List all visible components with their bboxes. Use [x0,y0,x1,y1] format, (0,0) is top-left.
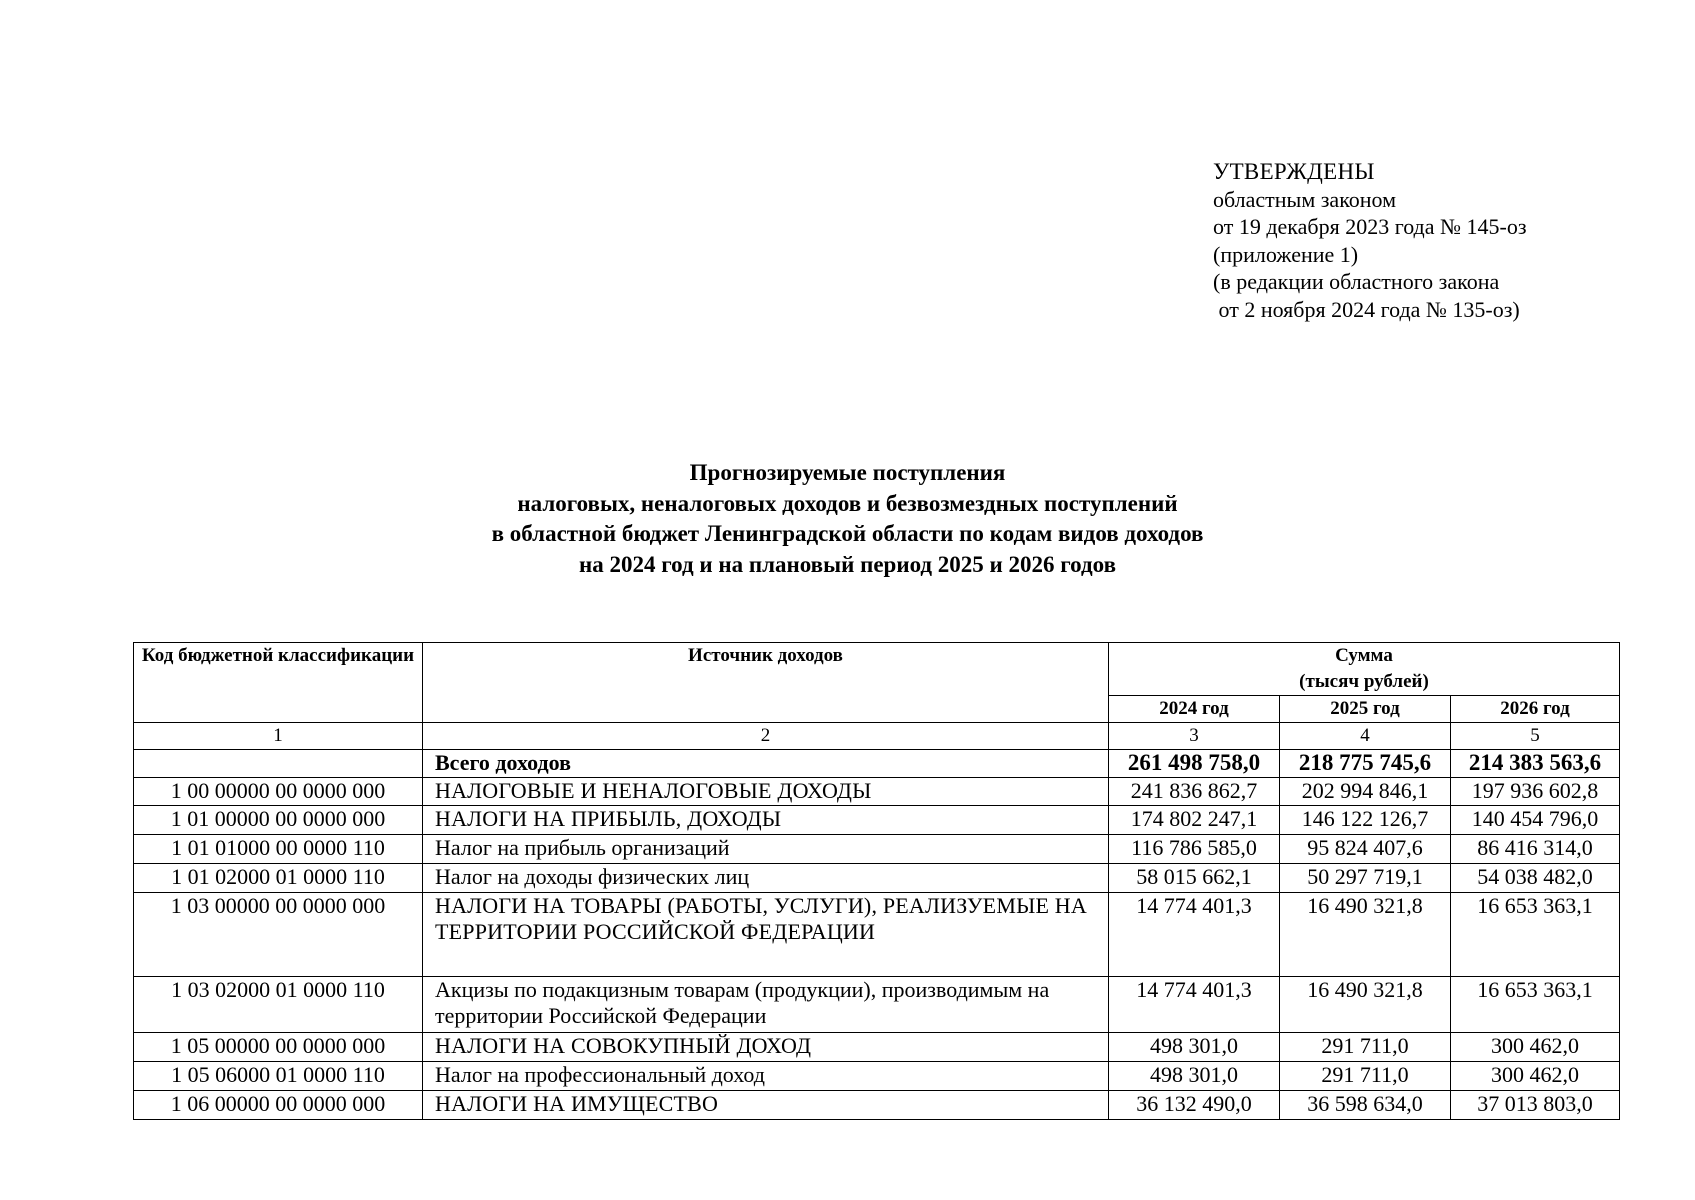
row-code: 1 05 06000 01 0000 110 [134,1062,423,1091]
table-row [134,1033,1620,1062]
table-row [134,977,1620,1033]
row-code: 1 00 00000 00 0000 000 [134,778,423,806]
header-sum-unit: (тысяч рублей) [1299,671,1429,692]
total-2026: 214 383 563,6 [1451,750,1620,778]
row-code: 1 06 00000 00 0000 000 [134,1091,423,1120]
row-value-2026: 86 416 314,0 [1451,835,1620,864]
row-value-2026: 16 653 363,1 [1451,977,1620,1033]
total-label: Всего доходов [423,750,1109,778]
row-value-2024: 174 802 247,1 [1109,806,1280,835]
row-source: НАЛОГИ НА ПРИБЫЛЬ, ДОХОДЫ [423,806,1109,835]
row-value-2024: 498 301,0 [1109,1062,1280,1091]
header-sum-label: Сумма [1335,645,1393,666]
table-row [134,893,1620,977]
table-row [134,806,1620,835]
row-code: 1 03 02000 01 0000 110 [134,977,423,1033]
row-value-2024: 498 301,0 [1109,1033,1280,1062]
row-code: 1 01 01000 00 0000 110 [134,835,423,864]
header-year-2025: 2025 год [1280,696,1451,723]
row-value-2024: 58 015 662,1 [1109,864,1280,893]
row-value-2025: 291 711,0 [1280,1062,1451,1091]
row-value-2025: 95 824 407,6 [1280,835,1451,864]
row-value-2024: 36 132 490,0 [1109,1091,1280,1120]
row-source: НАЛОГИ НА СОВОКУПНЫЙ ДОХОД [423,1033,1109,1062]
approval-line: (приложение 1) [1213,241,1359,267]
approval-stamp [1213,158,1527,323]
row-source: НАЛОГОВЫЕ И НЕНАЛОГОВЫЕ ДОХОДЫ [423,778,1109,806]
total-2025: 218 775 745,6 [1280,750,1451,778]
total-2024: 261 498 758,0 [1109,750,1280,778]
row-value-2025: 146 122 126,7 [1280,806,1451,835]
row-value-2024: 241 836 862,7 [1109,778,1280,806]
row-value-2026: 37 013 803,0 [1451,1091,1620,1120]
header-year-2026: 2026 год [1451,696,1620,723]
approval-line: от 19 декабря 2023 года № 145-оз [1213,214,1527,239]
table-row [134,835,1620,864]
row-source: Налог на профессиональный доход [423,1062,1109,1091]
column-number: 2 [423,723,1109,750]
row-source: НАЛОГИ НА ИМУЩЕСТВО [423,1091,1109,1120]
column-number: 1 [134,723,423,750]
row-value-2026: 16 653 363,1 [1451,893,1620,977]
total-code [134,750,423,778]
column-number: 4 [1280,723,1451,750]
total-row [134,750,1620,778]
title-line: на 2024 год и на плановый период 2025 и 2026 годов [579,551,1116,577]
row-value-2025: 16 490 321,8 [1280,977,1451,1033]
approval-heading: УТВЕРЖДЕНЫ [1213,159,1375,184]
row-source: Налог на прибыль организаций [423,835,1109,864]
table-row [134,778,1620,806]
row-value-2024: 14 774 401,3 [1109,977,1280,1033]
table-row [134,864,1620,893]
row-code: 1 03 00000 00 0000 000 [134,893,423,977]
header-sum [1109,643,1620,696]
row-value-2025: 50 297 719,1 [1280,864,1451,893]
row-code: 1 01 00000 00 0000 000 [134,806,423,835]
header-source: Источник доходов [423,643,1109,723]
row-value-2026: 300 462,0 [1451,1062,1620,1091]
header-year-2024: 2024 год [1109,696,1280,723]
approval-line: (в редакции областного закона [1213,269,1500,294]
row-value-2024: 14 774 401,3 [1109,893,1280,977]
row-source: Акцизы по подакцизным товарам (продукции), производимым на территории Российской Федерации [423,977,1109,1033]
row-value-2026: 140 454 796,0 [1451,806,1620,835]
title-line: налоговых, неналоговых доходов и безвозмездных поступлений [517,490,1178,516]
row-value-2026: 54 038 482,0 [1451,864,1620,893]
header-code: Код бюджетной классификации [134,643,423,723]
column-number: 5 [1451,723,1620,750]
title-line: в областной бюджет Ленинградской области по кодам видов доходов [491,521,1204,546]
row-value-2025: 291 711,0 [1280,1033,1451,1062]
row-code: 1 05 00000 00 0000 000 [134,1033,423,1062]
row-value-2024: 116 786 585,0 [1109,835,1280,864]
table-row [134,1062,1620,1091]
document-title [0,458,1695,580]
row-value-2025: 36 598 634,0 [1280,1091,1451,1120]
row-value-2025: 202 994 846,1 [1280,778,1451,806]
row-source: Налог на доходы физических лиц [423,864,1109,893]
row-value-2026: 197 936 602,8 [1451,778,1620,806]
row-source: НАЛОГИ НА ТОВАРЫ (РАБОТЫ, УСЛУГИ), РЕАЛИЗУЕМЫЕ НА ТЕРРИТОРИИ РОССИЙСКОЙ ФЕДЕРАЦИИ [423,893,1109,977]
column-number: 3 [1109,723,1280,750]
title-line: Прогнозируемые поступления [689,460,1006,485]
row-code: 1 01 02000 01 0000 110 [134,864,423,893]
table-row [134,1091,1620,1120]
revenue-table [133,642,1620,1120]
row-value-2025: 16 490 321,8 [1280,893,1451,977]
approval-line: областным законом [1213,186,1397,212]
approval-line: от 2 ноября 2024 года № 135-оз) [1213,296,1520,322]
row-value-2026: 300 462,0 [1451,1033,1620,1062]
